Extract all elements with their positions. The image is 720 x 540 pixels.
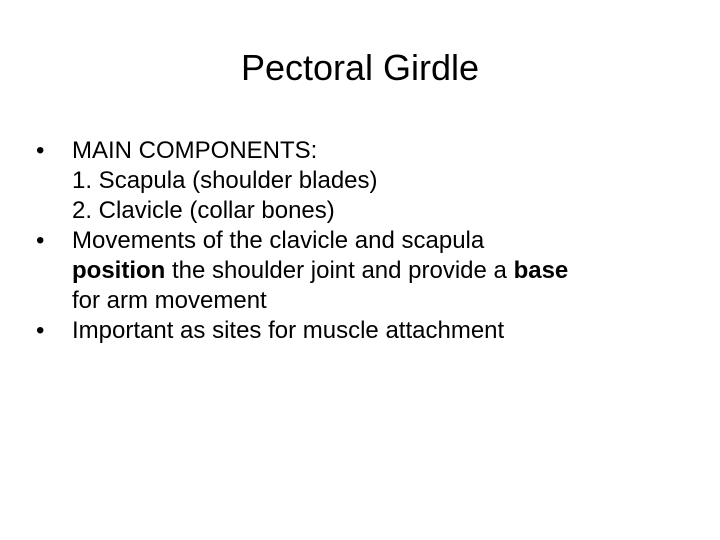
list-item-clavicle: 2. Clavicle (collar bones) xyxy=(72,197,335,224)
slide-title: Pectoral Girdle xyxy=(240,47,480,88)
bullet-marker: • xyxy=(36,227,45,254)
bullet-item-attachment xyxy=(36,316,696,346)
bullet-text: MAIN COMPONENTS: xyxy=(72,137,318,164)
bullet-marker: • xyxy=(36,317,45,344)
list-item-scapula: 1. Scapula (shoulder blades) xyxy=(72,167,378,194)
emphasis-base: base xyxy=(513,257,569,284)
bullet-item-movements xyxy=(36,226,696,316)
bullet-text-continued xyxy=(72,256,696,286)
bullet-text: Important as sites for muscle attachment xyxy=(72,317,505,344)
bullet-text-continued: for arm movement xyxy=(72,287,267,314)
bullet-text: Movements of the clavicle and scapula xyxy=(72,227,485,254)
emphasis-position: position xyxy=(72,257,166,284)
bullet-marker: • xyxy=(36,137,45,164)
bullet-text-fragment: the shoulder joint and provide a xyxy=(165,257,514,284)
bullet-list xyxy=(36,136,696,346)
bullet-item-components xyxy=(36,136,696,226)
